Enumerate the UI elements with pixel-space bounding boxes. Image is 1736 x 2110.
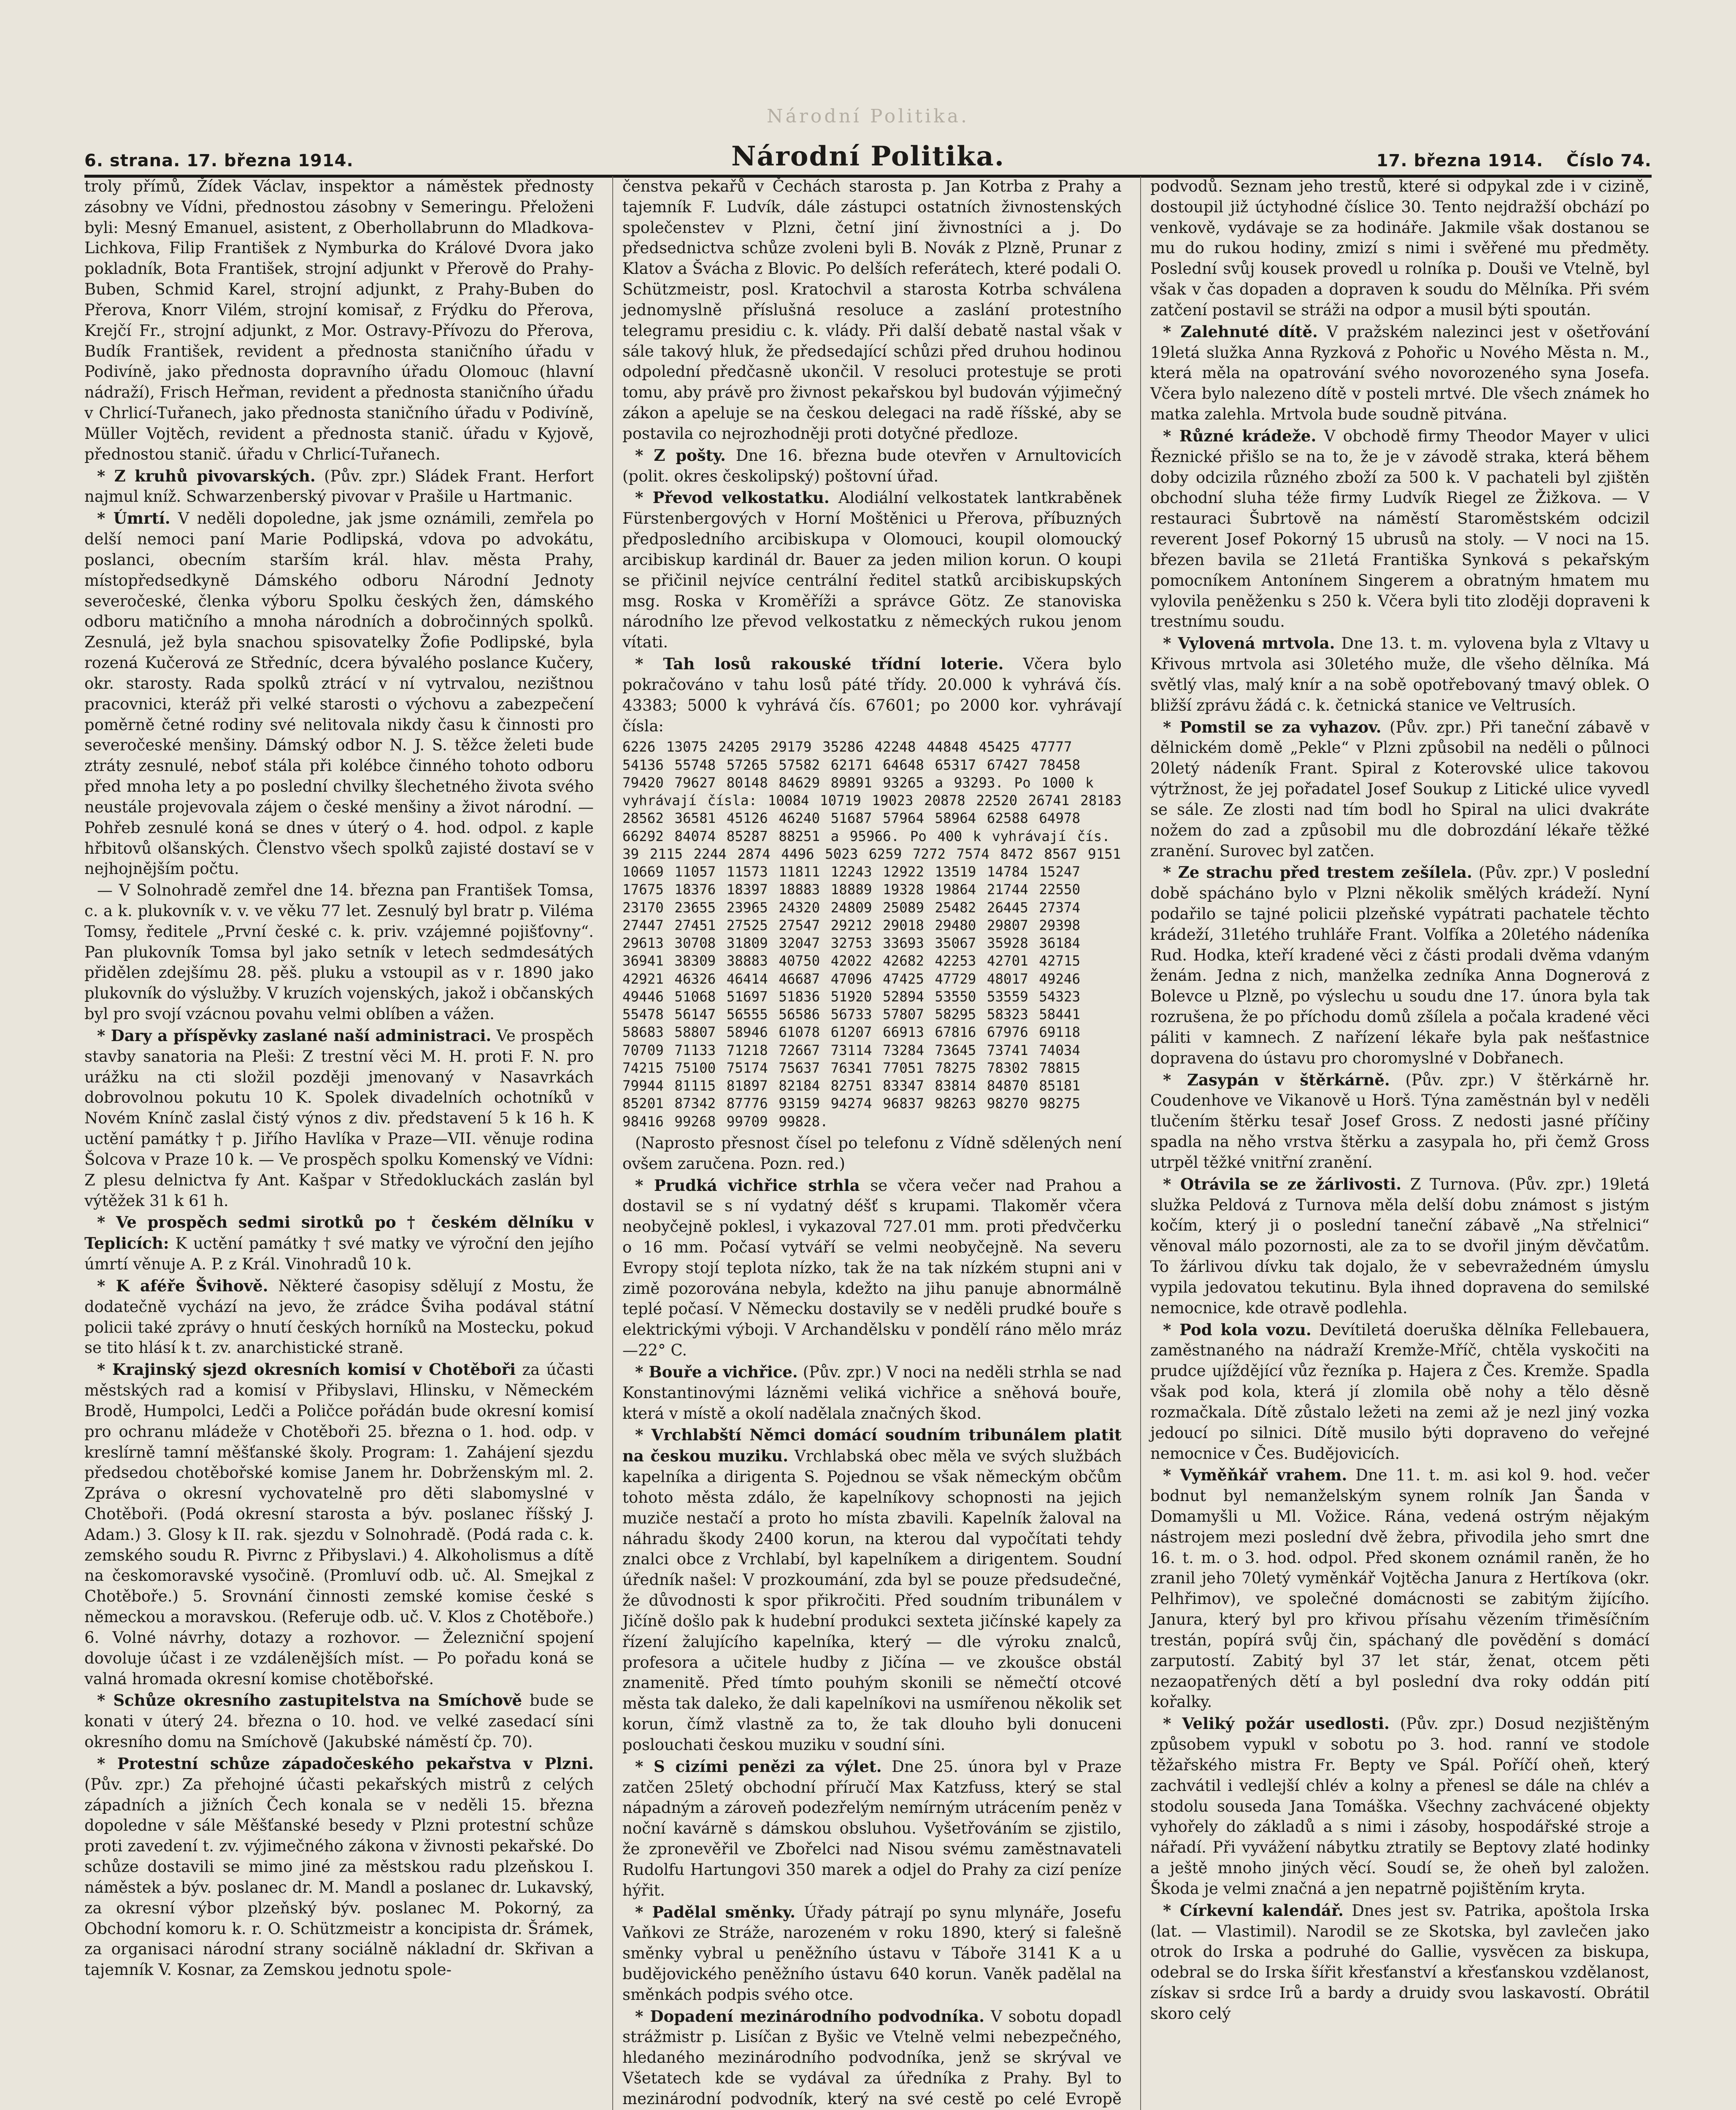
news-item-text: Ve prospěch stavby sanatoria na Pleši: Z trestní věci M. H. proti F. N. pro urážku na cti složil později jmenovaný v Nasavrkách dobrovolnou pokutu 10 K. Spolek divadelních ochotníků v Novém Knínč zaslal čistý výnos z div. představení 5 k 16 h. K uctění památky † p. Jiřího Havlíka v Praze—VII. věnuje rodina Šolcova v Praze 10 k. — Ve prospěch spolku Komenský ve Vídni: Z plesu delnictva fy Ant. Kašpar v Středokluckách zaslán byl výtěžek 31 k 61 h. [84, 1026, 594, 1210]
article-columns [84, 176, 1649, 2110]
news-item-text: (Pův. zpr.) V poslední době spácháno bylo v Plzni několik smělých krádeží. Nyní podařilo se tajné policii plzeňské vypátrati pachatele těchto krádeží, 31letého truhláře Frant. Volfíka a 20letého nádeníka Rud. Hodka, kteří kradené věci z části prodali dvěma vdaným ženám. Jedna z nich, manželka zedníka Anna Dognerová z Bolevce u Plzně, po výslechu u soudu dne 17. února byla tak rozrušena, že po příchodu domů zšílela a počala kradené věci páliti v kamnech. Z nařízení lékaře byla pak nešťastnice dopravena do ústavu pro choromyslné v Dobřanech. [1150, 863, 1649, 1067]
page-header [84, 134, 1652, 178]
news-item-text: se včera večer nad Prahou a dostavil se s ní vydatný déšť s krupami. Tlakoměr včera neobyčejně poklesl, i vykazoval 727.01 mm. proti předvčerku o 16 mm. Počasí vytváří se velmi neobyčejně. Na severu Evropy stojí teplota nízko, tak že na tak nízkém stupni ani v zimě pozorována nebyla, kdežto na jihu panuje abnormálně teplé počasí. V Německu dostavily se v neděli prudké bouře s elektrickými výboji. V Archandělsku v pondělí ráno mělo mráz —22° C. [622, 1176, 1122, 1360]
news-item-heading: * Převod velkostatku. [635, 488, 830, 507]
news-item-text: Alodiální velkostatek lantkraběnek Fürstenbergových v Horní Moštěnici u Přerova, příbuzných předposledního arcibiskupa v Olomouci, koupil olomoucký arcibiskup kardinál dr. Bauer za jeden milion korun. O koupi se přičinil nejvíce centrální ředitel statků arcibiskupských msg. Roska v Kroměříži a správce Götz. Ze stanoviska národního lze převod velkostatku z německých rukou jenom vítati. [622, 489, 1122, 652]
news-item-text: Dnes jest sv. Patrika, apoštola Irska (lat. — Vlastimil). Narodil se ze Skotska, byl zavlečen jako otrok do Irska a podruhé do Gallie, vysvěcen za biskupa, odebral se do Irska šířit křesťanství a křesťanskou vzdělanost, získav si srdce Irů a bardy a druidy svou laskavostí. Obrátil skoro celý [1150, 1901, 1649, 2023]
column-1 [84, 176, 594, 2110]
header-right [1360, 151, 1652, 170]
news-item-heading: * Úmrtí. [97, 509, 170, 528]
news-item-heading: * Dary a příspěvky zaslané naší administraci. [97, 1026, 492, 1045]
news-item [1150, 633, 1649, 716]
news-item [622, 1362, 1122, 1424]
news-item-text: Včera bylo pokračováno v tahu losů páté třídy. 20.000 k vyhrává čís. 43383; 5000 k vyhrává čís. 67601; po 2000 kor. vyhrávají čísla: [622, 655, 1122, 735]
news-item [622, 487, 1122, 653]
news-item-text: Z Turnova. (Pův. zpr.) 19letá služka Peldová z Turnova měla delší dobu známost s jistým kočím, který ji o poslední taneční zábavě „Na střelnici“ věnoval málo pozornosti, ale za to se dvořil jiným děvčatům. To žárlivou dívku tak dojalo, že v sebevražedném úmyslu vypila jedovatou tekutinu. Byla ihned dopravena do semilské nemocnice, kde otravě podlehla. [1150, 1175, 1649, 1317]
news-item-heading: * Ve prospěch sedmi sirotků po † českém dělníku v Teplicích: [84, 1213, 594, 1253]
news-item-text: — V Solnohradě zemřel dne 14. března pan František Tomsa, c. a k. plukovník v. v. ve věku 77 let. Zesnulý byl bratr p. Viléma Tomsy, ředitele „První české c. k. priv. vzájemné pojišťovny“. Pan plukovník Tomsa byl jako setník v letech sedmdesátých přidělen zdejšímu 28. pěš. pluku a vstoupil as v r. 1890 jako plukovník do výslužby. V kruzích vojenských, jakož i občanských byl pro svojí vzácnou povahu velmi oblíben a vážen. [84, 881, 594, 1023]
news-item-heading: * Z kruhů pivovarských. [97, 466, 316, 485]
news-item [84, 1212, 594, 1274]
news-item-heading: * Protestní schůze západočeského pekařstva v Plzni. [97, 1754, 594, 1773]
news-item [622, 654, 1122, 736]
news-item-heading: * Prudká vichřice strhla [635, 1176, 860, 1195]
news-item [84, 1690, 594, 1752]
news-item [622, 1133, 1122, 1174]
news-item-heading: * Veliký požár usedlosti. [1163, 1714, 1390, 1733]
news-item-text: podvodů. Seznam jeho trestů, které si odpykal zde i v cizině, dostoupil již úctyhodné číslice 30. Tento nejdražší obchází po venkově, vydávaje se za hodináře. Jakmile však dostanou se mu do rukou hodiny, zmizí s nimi i svěřené mu předměty. Poslední svůj kousek provedl u rolníka p. Douši ve Vtelně, byl však v čas dopaden a dopraven k soudu do Mělníka. Při svém zatčení postavil se stráži na odpor a musil býti spoután. [1150, 177, 1649, 319]
news-item-heading: * Tah losů rakouské třídní loterie. [635, 655, 1004, 674]
news-item-text: Dne 16. března bude otevřen v Arnultovicích (polit. okres českolipský) poštovní úřad. [622, 446, 1122, 485]
news-item [84, 466, 594, 508]
news-item-heading: * Krajinský sjezd okresních komisí v Chotěboři [97, 1360, 516, 1379]
news-item-heading: * Pomstil se za vyhazov. [1163, 717, 1382, 736]
news-item-heading: * Pod kola vozu. [1163, 1320, 1311, 1339]
column-2 [612, 176, 1122, 2110]
news-item [84, 508, 594, 879]
news-item [1150, 1713, 1649, 1899]
header-left [84, 151, 354, 170]
news-item-text: (Naprosto přesnost čísel po telefonu z Vídně sdělených není ovšem zaručena. Pozn. red.) [622, 1133, 1122, 1173]
column-3 [1140, 176, 1649, 2110]
news-item [622, 176, 1122, 444]
news-item-text: V obchodě firmy Theodor Mayer v ulici Řeznické přišlo se na to, že je v závodě straka, která během doby odcizila různého zboží za 500 k. V pachateli byl zjištěn obchodní sluha téže firmy Ludvík Riegel ze Žižkova. — V restauraci Šubrtově na náměstí Staroměstském odcizil reverent Josef Pokorný 15 ubrusů na stoly. — V noci na 15. březen bavila se 21letá Františka Synková s pekařským pomocníkem Antonínem Singerem a obratným hmatem mu vylovila peněženku s 250 k. Včera byli tito zloději dopraveni k trestnímu soudu. [1150, 427, 1649, 631]
news-item-heading: * S cizími penězi za výlet. [635, 1757, 882, 1776]
news-item-heading: * Ze strachu před trestem zešílela. [1163, 863, 1472, 882]
news-item [1150, 176, 1649, 321]
news-item-text: Dne 13. t. m. vylovena byla z Vltavy u Křivous mrtvola asi 30letého muže, dle všeho dělníka. Má světlý vlas, malý knír a na sobě opotřebovaný tmavý oblek. O bližší zprávu žádá c. k. četnická stanice ve Veltrusích. [1150, 634, 1649, 714]
news-item [1150, 1465, 1649, 1712]
news-item [84, 1025, 594, 1211]
news-item-text: V pražském nalezinci jest v ošetřování 19letá služka Anna Ryzková z Pohořic u Nového Města n. M., která měla na opatrování svého novorozeného syna Josefa. Včera bylo nalezeno dítě v posteli mrtvé. Dle všech známek ho matka zalehla. Mrtvola bude soudně pitvána. [1150, 322, 1649, 424]
news-item [1150, 1174, 1649, 1319]
news-item-text: Dne 11. t. m. asi kol 9. hod. večer bodnut byl nemanželským synem rolník Jan Šanda v Domamyšli u Ml. Vožice. Rána, vedená ostrým nějakým nástrojem mezi poslední dvě žebra, přivodila jeho smrt dne 16. t. m. o 3. hod. odpol. Před skonem oznámil raněn, že ho zranil jeho 70letý vyměnkář Vojtěcha Janura z Hertíkova (okr. Pelhřimov), ve společné domácnosti se zabitým žijícího. Janura, který byl pro křivou přísahu vězením třiměsíčním trestán, popírá svůj čin, spáchaný dle povědění s domácí zarputostí. Zabitý byl 37 let stár, ženat, otcem pěti nezaopatřených dětí a byl poslední dva roky oddán pití kořalky. [1150, 1466, 1649, 1711]
news-item-heading: * Vylovená mrtvola. [1163, 634, 1335, 653]
news-item [84, 880, 594, 1025]
news-item-text: (Pův. zpr.) Za přehojné účasti pekařských mistrů z celých západních a jižních Čech konala se v neděli 15. března dopoledne v sále Měšťanské besedy v Plzni protestní schůze proti zavedení t. zv. výjimečného zákona v živnosti pekařské. Do schůze dostavili se mimo jiné za městskou radu plzeňskou I. náměstek a býv. poslanec dr. M. Mandl a poslanec dr. Lukavský, za okresní výbor plzeňský býv. poslanec M. Pokorný, za Obchodní komoru k. r. O. Schützmeistr a koncipista dr. Šrámek, za organisaci národní strany sociálně nákladní dr. Skřivan a tajemník V. Kosnar, za Zemskou jednotu spole- [84, 1775, 594, 1979]
news-item-heading: * Padělal směnky. [635, 1902, 795, 1921]
news-item-heading: * Vrchlabští Němci domácí soudním tribunálem platit na českou muziku. [622, 1426, 1122, 1466]
news-item-text: V neděli dopoledne, jak jsme oznámili, zemřela po delší nemoci paní Marie Podlipská, vdova po advokátu, poslanci, obecním starším král. hlav. města Prahy, místopředsedkyně Dámského odboru Národní Jednoty severočeské, členka výboru Spolku českých žen, dámského odboru matičního a mnoha národních a dobročinných spolků. Zesnulá, jež byla snachou spisovatelky Žofie Podlipské, byla rozená Kučerová ze Středníc, dcera bývalého poslance Kučery, okr. starosty. Rada spolků ztrácí v ní vytrvalou, nezištnou pracovnici, kteráž při velké starosti o výchovu a zabezpečení poměrně četné rodiny své nelitovala nikdy času k činnosti pro severočeské menšiny. Dámský odbor N. J. S. těžce želeti bude ztráty zesnulé, neboť stála při kolébce činného tohoto odboru před mnoha lety a po poslední chvilky šlechetného života svého neustále projevovala zájem o české menšiny a život národní. — Pohřeb zesnulé koná se dnes v úterý o 4. hod. odpol. z kaple hřbitovů olšanských. Členstvo všech spolků zajisté dostaví se v nejhojnějším počtu. [84, 509, 594, 878]
news-item-text: troly přímů, Žídek Václav, inspektor a náměstek přednosty zásobny ve Vídni, přednostou zásobny v Semeringu. Přeloženi byli: Mesný Emanuel, asistent, z Oberhollabrunn do Mladkova-Lichkova, Filip František z Nymburka do Králové Dvora jako pokladník, Bota František, strojní adjunkt v Přerově do Prahy-Buben, Schmid Karel, strojní adjunkt, z Prahy-Buben do Přerova, Knorr Vilém, strojní komisař, z Frýdku do Přerova, Krejčí Fr., strojní adjunkt, z Mor. Ostravy-Přívozu do Přerova, Budík František, revident a přednosta staničního úřadu v Podivíně, jako přednosta dopravního úřadu Olomouc (hlavní nádraží), Frisch Heřman, revident a přednosta staničního úřadu v Chrlicí-Tuřanech, jako přednosta staničního úřadu v Podivíně, Müller Vojtěch, revident a přednosta stanič. úřadu v Kyjově, přednostou stanič. úřadu v Chrlicí-Tuřanech. [84, 177, 594, 463]
bleed-through-masthead: Národní Politika. [767, 106, 969, 127]
news-item-heading: * Otrávila se ze žárlivosti. [1163, 1174, 1402, 1193]
news-item-heading: * Zasypán v štěrkárně. [1163, 1070, 1390, 1089]
news-item-text: (Pův. zpr.) Při taneční zábavě v dělnickém domě „Pekle“ v Plzni způsobil na neděli o půlnoci 20letý nádeník Frant. Spiral z Koterovské ulice takovou výtržnost, že jej pořadatel Josef Soukup z Litické ulice vyvedl se sále. Ze zlosti nad tím bodl ho Spiral na ulici dvakráte nožem do zad a způsobil mu dle dobrozdání lékaře těžké zranění. Surovec byl zatčen. [1150, 718, 1649, 860]
news-item-heading: * Zalehnuté dítě. [1163, 322, 1318, 341]
page-number: 6. strana. [84, 151, 181, 170]
news-item-text: (Pův. zpr.) V štěrkárně hr. Coudenhove ve Vikanově u Horš. Týna zaměstnán byl v neděli tlučením štěrku tesař Josef Gross. Z nedosti jasné příčiny spadla na něho vrstva štěrku a zasypala ho, při čemž Gross utrpěl těžké vnitřní zranění. [1150, 1071, 1649, 1171]
news-item-heading: * Bouře a vichřice. [635, 1362, 798, 1381]
news-item [622, 1756, 1122, 1901]
news-item-text: bude se konati v úterý 24. března o 10. hod. ve velké zasedací síni okresního domu na Smíchově (Jakubské náměstí čp. 70). [84, 1691, 594, 1751]
news-item-text: čenstva pekařů v Čechách starosta p. Jan Kotrba z Prahy a tajemník F. Ludvík, dále zástupci ostatních živnostenských společenstev v Plzni, četní jiní živnostníci a j. Do předsednictva schůze zvoleni byli B. Novák z Plzně, Prunar z Klatov a Švácha z Blovic. Po delších referátech, které podali O. Schützmeistr, posl. Kratochvil a starosta Kotrba schválena jednomyslně příslušná resoluce a zaslání protestního telegramu presidiu c. k. vlády. Při další debatě nastal však v sále takový hluk, že předsedající schůzi před druhou hodinou odpolední předčasně ukončil. V resoluci protestuje se proti tomu, aby právě pro živnost pekařskou byl budován výjimečný zákon a apeluje se na českou delegaci na radě říšské, aby se postavila co nejrozhodněji proti dotyčné předloze. [622, 177, 1122, 443]
news-item [84, 1359, 594, 1689]
news-item-text: Úřady pátrají po synu mlynáře, Josefu Vaňkovi ze Stráže, narozeném v roku 1890, který si falešně směnky vybral u peněžního ústavu v Táboře 3141 K a u budějovického peněžního ústavu 640 korun. Vaněk padělal na směnkách podpis svého otce. [622, 1903, 1122, 2004]
news-item-heading: * Schůze okresního zastupitelstva na Smíchově [97, 1691, 522, 1710]
news-item [622, 2006, 1122, 2110]
news-item-text: (Pův. zpr.) Sládek Frant. Herfort najmul kníž. Schwarzenberský pivovar v Prašile u Hartmanic. [84, 467, 594, 506]
news-item-text: za účasti městských rad a komisí v Přibyslavi, Hlinsku, v Německém Brodě, Humpolci, Ledči a Poličce pořádán bude okresní komisí pro ochranu mládeže v Chotěboři 25. března o 1. hod. odp. v kreslírně tamní měšťanské školy. Program: 1. Zahájení sjezdu předsedou chotěbořské komise Janem hr. Dobrženským ml. 2. Zpráva o okresní vychovatelně pro děti slabomyslné v Chotěboři. (Podá okresní starosta a býv. poslanec říšský J. Adam.) 3. Glosy k II. rak. sjezdu v Solnohradě. (Podá rada c. k. zemského soudu R. Pivrnc z Přibyslavi.) 4. Alkoholismus a dítě na českomoravské vysočině. (Promluví odb. uč. Al. Smejkal z Chotěboře.) 5. Srovnání činnosti zemské komise české s německou a moravskou. (Referuje odb. uč. V. Klos z Chotěboře.) 6. Volné návrhy, dotazy a rozhovor. — Železniční spojení dovoluje účast i ze vzdálenějších míst. — Po pořadu koná se valná hromada okresní komise chotěbořské. [84, 1361, 594, 1688]
news-item [1150, 1900, 1649, 2024]
news-item-text: Některé časopisy sdělují z Mostu, že dodatečně vychází na jevo, že zrádce Šviha podával státní policii také zprávy o hnutí českých horníků na Mostecku, pokud se tito hlásí k t. zv. anarchistické straně. [84, 1277, 594, 1357]
news-item [622, 1425, 1122, 1755]
lottery-numbers: 6226 13075 24205 29179 35286 42248 44848 45425 47777 54136 55748 57265 57582 62171 64648 65317 67427 78458 79420 79627 80148 84629 89891 93265 a 93293. Po 1000 k vyhrávají čísla: 10084 10719 19023 20878 22520 26741 28183 28562 36581 45126 46240 51687 57964 58964 62588 64978 66292 84074 85287 88251 a 95966. Po 400 k vyhrávají čís. 39 2115 2244 2874 4496 5023 6259 7272 7574 8472 8567 9151 10669 11057 11573 11811 12243 12922 13519 14784 15247 17675 18376 18397 18883 18889 19328 19864 21744 22550 23170 23655 23965 24320 24809 25089 25482 26445 27374 27447 27451 27525 27547 29212 29018 29480 29807 29398 29613 30708 31809 32047 32753 33693 35067 35928 36184 36941 38309 38883 40750 42022 42682 42253 42701 42715 42921 46326 46414 46687 47096 47425 47729 48017 49246 49446 51068 51697 51836 51920 52894 53550 53559 54323 55478 56147 56555 56586 56733 57807 58295 58323 58441 58683 58807 58946 61078 61207 66913 67816 67976 69118 70709 71133 71218 72667 73114 73284 73645 73741 74034 74215 75100 75174 75637 76341 77051 78275 78302 78815 79944 81115 81897 82184 82751 83347 83814 84870 85181 85201 87342 87776 93159 94274 96837 98263 98270 98275 98416 99268 99709 99828. [622, 739, 1122, 1130]
news-item [84, 1753, 594, 1980]
news-item-text: (Pův. zpr.) Dosud nezjištěným způsobem vypukl v sobotu po 3. hod. ranní ve stodole těžařského mistra Fr. Bepty ve Spál. Poříčí oheň, který zachvátil i vedlejší chlév a kolny a přenesl se dále na chlév a stodolu souseda Jana Tomáška. Všechny zachvácené objekty vyhořely do základů a s nimi i zásoby, hospodářské stroje a nářadí. Při vyvážení nábytku ztratily se Beptovy zlaté hodinky a ještě mnoho jiných věcí. Soudí se, že oheň byl založen. Škoda je velmi značná a jen nepatrně pojištěním kryta. [1150, 1715, 1649, 1898]
news-item-heading: * Z pošty. [635, 446, 726, 465]
news-item [1150, 1320, 1649, 1464]
news-item [84, 1276, 594, 1358]
news-item-heading: * Dopadení mezinárodního podvodníka. [635, 2007, 984, 2026]
news-item [622, 445, 1122, 487]
news-item [1150, 322, 1649, 425]
news-item-heading: * Různé krádeže. [1163, 426, 1317, 445]
news-item-text: Vrchlabská obec měla ve svých službách kapelníka a dirigenta S. Pojednou se však německým občům tohoto města zdálo, že kapelníkovy schopnosti na jejich muziče nestačí a proto ho místa zbavili. Kapelník žaloval na náhradu škody 2400 korun, na kterou dal vypočítati tehdy znalci obce z Vrchlabí, byl kapelníkem a dirigentem. Soudní úředník našel: V prozkoumání, zda byl se pouze předsudečné, že důvodnosti k spor přikročiti. Před soudním tribunálem v Jičíně došlo pak k hudební produkci sexteta jičínské kapely za řízení žalujícího kapelníka, který — dle výroku znalců, profesora a učitele hudby z Jičína — ve zkoušce obstál znamenitě. Před tímto pouhým skonili se němečtí otcové města tak daleko, že dali kapelníkovi na usmířenou několik set korun, čímž vlastně za to, že tak dlouho byli donuceni poslouchati českou muziku v soudní síni. [622, 1447, 1122, 1754]
newspaper-title: Národní Politika. [731, 141, 1005, 172]
issue-number: Číslo 74. [1566, 151, 1652, 170]
news-item [1150, 862, 1649, 1069]
news-item [1150, 717, 1649, 862]
news-item-heading: * Vyměňkář vrahem. [1163, 1466, 1347, 1485]
header-date-left: 17. března 1914. [187, 151, 354, 170]
news-item-heading: * Církevní kalendář. [1163, 1901, 1344, 1920]
news-item [1150, 1070, 1649, 1173]
news-item-text: K uctění památky † své matky ve výroční den jejího úmrtí věnuje A. P. z Král. Vinohradů 10 k. [84, 1234, 594, 1274]
header-date-right: 17. března 1914. [1376, 151, 1544, 170]
news-item [84, 176, 594, 465]
news-item-text: V sobotu dopadl strážmistr p. Lisíčan z Byšic ve Vtelně velmi nebezpečného, hledaného mezinárodního podvodníka, jenž se skrýval ve Všetatech kde se vydával za úředníka z Prahy. Byl to mezinárodní podvodník, který na své cestě po celé Evropě [622, 2007, 1122, 2108]
news-item [1150, 426, 1649, 632]
news-item-heading: * K aféře Švihově. [97, 1276, 268, 1295]
news-item-text: (Pův. zpr.) V noci na neděli strhla se nad Konstantinovými lázněmi veliká vichřice a sněhová bouře, která v místě a okolí nadělala značných škod. [622, 1363, 1122, 1423]
news-item-text: Devítiletá doeruška dělníka Fellebauera, zaměstnaného na nádraží Kremže-Mříč, chtěla vyskočiti na prudce ujíždějící vůz řezníka p. Hajera z Čes. Kremže. Spadla však pod kola, která jí zlomila obě nohy a tělo děsně rozmačkala. Dítě zůstalo ležeti na zemi až je nezl jiný vozka jedoucí po silnici. Dítě musilo býti dopraveno do veřejné nemocnice v Čes. Budějovicích. [1150, 1320, 1649, 1463]
news-item [622, 1175, 1122, 1361]
news-item [622, 1902, 1122, 2005]
news-item-text: Dne 25. února byl v Praze zatčen 25letý obchodní příručí Max Katzfuss, který se stal nápadným a zároveň podezřelým nemírným utrácením peněz v noční kavárně s dámskou obsluhou. Vyšetřováním se zjistilo, že zpronevěřil ve Zbořelci nad Nisou svému zaměstnavateli Rudolfu Hartungovi 350 marek a odjel do Prahy za cizí peníze hýřit. [622, 1757, 1122, 1899]
